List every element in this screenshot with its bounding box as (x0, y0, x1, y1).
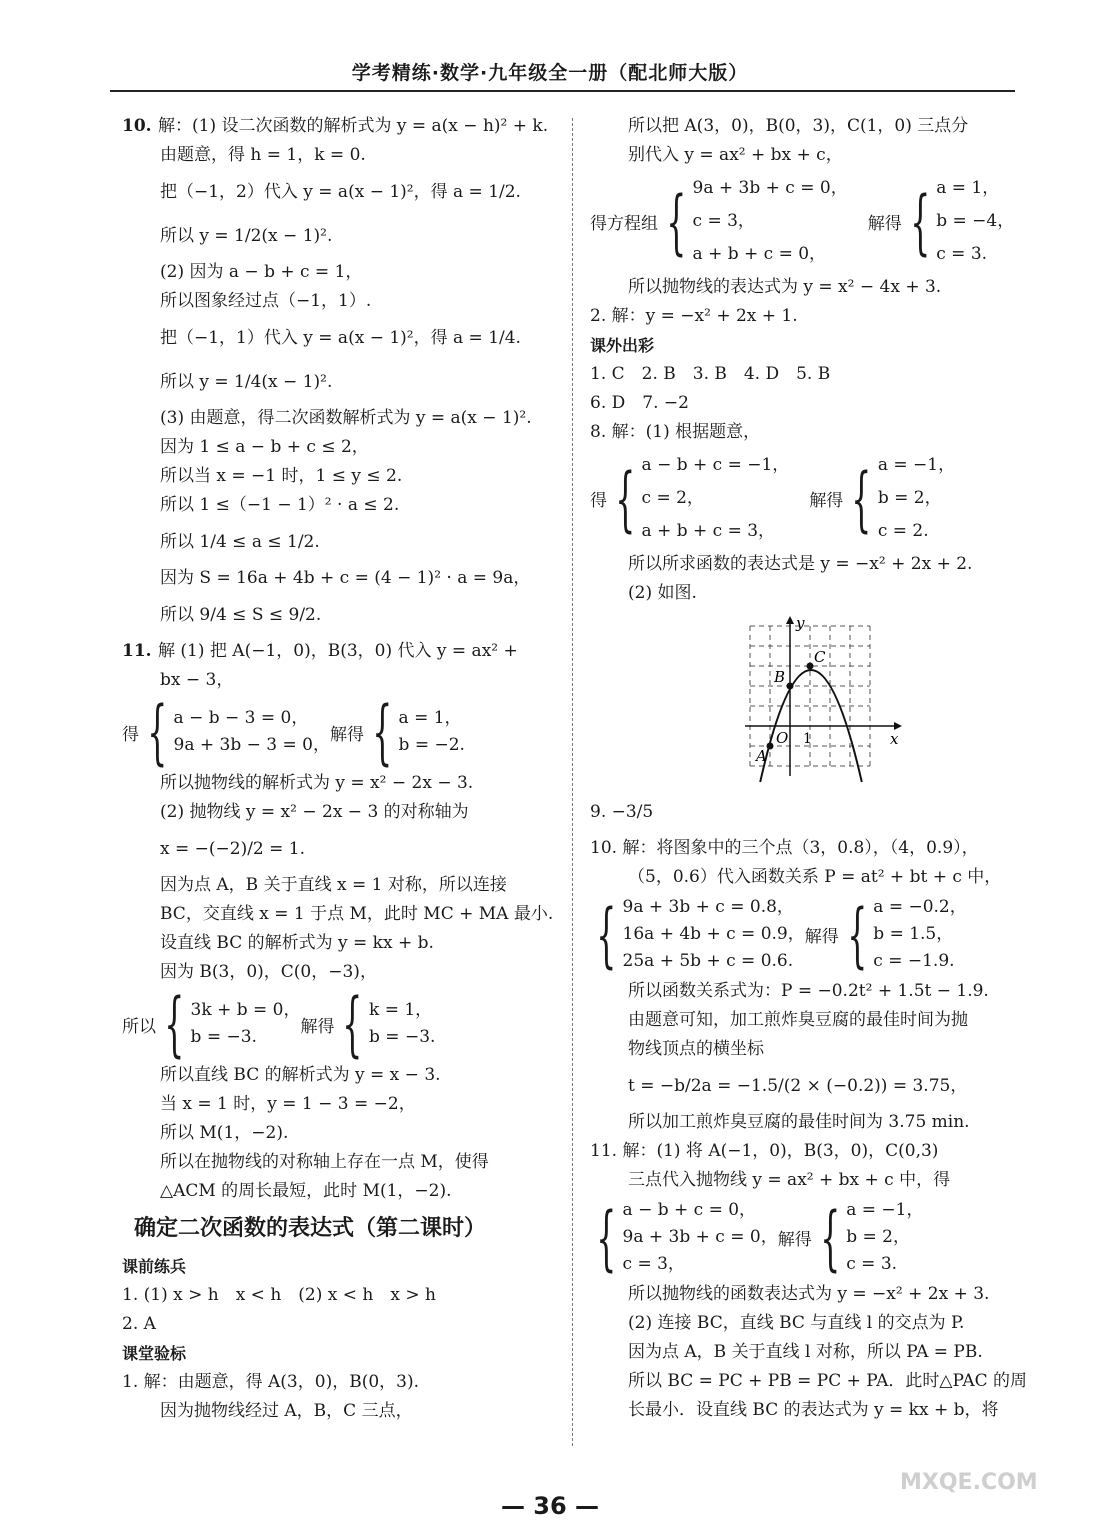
system-label: 解得 (809, 491, 844, 511)
equation-system (122, 691, 552, 773)
point-a-label: A (756, 747, 767, 765)
section-title: 确定二次函数的表达式（第二课时） (134, 1216, 487, 1241)
left-brace: { (666, 180, 687, 263)
answer-line: 因为点 A，B 关于直线 l 对称，所以 PA = PB. (628, 1342, 983, 1362)
point-c (807, 663, 814, 670)
solution: b = 2， (877, 488, 942, 508)
answer-line: t = −b/2a = −1.5/(2 × (−0.2)) = 3.75， (628, 1076, 968, 1096)
left-brace: { (909, 180, 930, 263)
equation: 9a + 3b − 3 = 0， (173, 735, 330, 755)
solution: a = 1， (936, 178, 1000, 198)
point-b-label: B (774, 668, 786, 686)
point-c-label: C (814, 648, 826, 666)
answer-line: BC，交直线 x = 1 于点 M，此时 MC + MA 最小. (160, 904, 554, 924)
equation: 3k + b = 0， (190, 1000, 301, 1020)
answer-line: 设直线 BC 的解析式为 y = kx + b. (160, 933, 434, 953)
answer-line: 9. −3/5 (590, 802, 654, 822)
answer-line: 因为 1 ≤ a − b + c ≤ 2， (160, 437, 369, 457)
equation: a + b + c = 0， (692, 244, 827, 264)
tick-label-one: 1 (803, 731, 812, 747)
answer-line: 所以当 x = −1 时，1 ≤ y ≤ 2. (160, 466, 403, 486)
solution: a = 1， (398, 708, 462, 728)
equation: 9a + 3b + c = 0， (622, 1227, 778, 1247)
answer-number: 11. (122, 641, 152, 661)
answer-line: 所以抛物线的函数表达式为 y = −x² + 2x + 3. (628, 1284, 990, 1304)
header-rule (110, 90, 1015, 92)
answer-line: (2) 如图. (628, 583, 697, 603)
system-label: 所以 (122, 1016, 156, 1037)
system-label: 得 (590, 491, 607, 511)
left-brace: { (596, 893, 617, 976)
answer-line: 所以抛物线的表达式为 y = x² − 4x + 3. (628, 277, 942, 297)
answer-line: 把（−1，2）代入 y = a(x − 1)²，得 a = 1/2. (160, 182, 521, 202)
equation-system (590, 892, 1020, 977)
answer-11 (122, 637, 552, 1206)
y-axis-arrow (786, 616, 794, 624)
answer-line: 由题意，得 h = 1，k = 0. (160, 145, 366, 165)
answer-line: 11. 解：(1) 将 A(−1，0)，B(3，0)，C(0,3) (590, 1141, 939, 1161)
equation-system (590, 447, 1020, 550)
equation-system (590, 1195, 1020, 1280)
answer-line: 所以加工煎炸臭豆腐的最佳时间为 3.75 min. (628, 1112, 970, 1132)
equation: 25a + 5b + c = 0.6. (622, 951, 794, 971)
answer-10 (122, 112, 552, 637)
answer-line: 所以 9/4 ≤ S ≤ 9/2. (160, 605, 322, 625)
point-b (787, 683, 794, 690)
equation-system (122, 983, 552, 1065)
equation: c = 2， (641, 488, 704, 508)
system-label: 解得 (300, 1016, 335, 1037)
answer-line: 由题意可知，加工煎炸臭豆腐的最佳时间为抛 (628, 1010, 968, 1030)
answer-line: 所以图象经过点（−1，1）. (160, 291, 372, 311)
y-axis-label: y (796, 616, 805, 632)
left-brace: { (846, 893, 868, 976)
solution: b = 2， (846, 1227, 910, 1247)
equation: a + b + c = 3， (641, 521, 776, 541)
x-axis-label: x (890, 730, 899, 748)
x-axis-arrow (894, 722, 902, 730)
watermark: MXQE.COM (900, 1470, 1038, 1495)
answer-line: 因为 B(3，0)，C(0，−3)， (160, 962, 377, 982)
answer-line: 所以所求函数的表达式是 y = −x² + 2x + 2. (628, 554, 973, 574)
answer-line: 所以直线 BC 的解析式为 y = x − 3. (160, 1065, 441, 1085)
answer-line: 物线顶点的横坐标 (628, 1039, 764, 1059)
answer-line: (2) 抛物线 y = x² − 2x − 3 的对称轴为 (160, 802, 469, 822)
answer-line: 所以函数关系式为：P = −0.2t² + 1.5t − 1.9. (628, 981, 989, 1001)
equation: 9a + 3b + c = 0.8， (622, 897, 794, 917)
subsection-heading: 课外出彩 (590, 336, 655, 355)
equation: a − b + c = 0， (622, 1200, 757, 1220)
answer-line: x = −(−2)/2 = 1. (160, 839, 306, 859)
equation-system (590, 170, 1020, 273)
solution: c = 3. (936, 244, 988, 264)
answer-line: 10. 解：将图象中的三个点（3，0.8），（4，0.9）， (590, 838, 979, 858)
answer-line: 所以 y = 1/4(x − 1)². (160, 372, 333, 392)
answer-line: 6. D 7. −2 (590, 393, 689, 413)
equation: a − b + c = −1， (641, 455, 790, 475)
answer-line: 因为点 A，B 关于直线 x = 1 对称，所以连接 (160, 875, 507, 895)
answer-line: 所以 BC = PC + PB = PC + PA．此时△PAC 的周 (628, 1371, 1028, 1391)
answer-line: 把（−1，1）代入 y = a(x − 1)²，得 a = 1/4. (160, 328, 521, 348)
answer-line: 1. (1) x > h x < h (2) x < h x > h (122, 1285, 436, 1305)
answer-line: (2) 因为 a − b + c = 1， (160, 262, 363, 282)
answer-line: bx − 3， (160, 670, 234, 690)
answer-line: 所以 M(1，−2). (160, 1123, 289, 1143)
left-brace: { (851, 457, 872, 540)
equation: 9a + 3b + c = 0， (692, 178, 848, 198)
solution: c = −1.9. (873, 951, 955, 971)
solution: c = 3. (846, 1254, 898, 1274)
answer-line: (3) 由题意，得二次函数解析式为 y = a(x − 1)². (160, 408, 532, 428)
left-brace: { (615, 457, 636, 540)
answer-line: 所以 1 ≤（−1 − 1）² · a ≤ 2. (160, 495, 400, 515)
answer-line: (2) 连接 BC，直线 BC 与直线 l 的交点为 P. (628, 1313, 965, 1333)
answer-line: （5，0.6）代入函数关系 P = at² + bt + c 中， (628, 867, 1002, 887)
solution: b = 1.5， (873, 924, 954, 944)
solution: b = −3. (369, 1027, 436, 1047)
left-brace: { (372, 691, 393, 773)
answer-line: 所以 1/4 ≤ a ≤ 1/2. (160, 532, 320, 552)
solution: a = −1， (846, 1200, 924, 1220)
answer-line: 所以抛物线的解析式为 y = x² − 2x − 3. (160, 773, 474, 793)
left-brace: { (596, 1196, 617, 1279)
answer-line: 当 x = 1 时，y = 1 − 3 = −2， (160, 1094, 416, 1114)
equation: c = 3， (692, 211, 755, 231)
equation: 16a + 4b + c = 0.9， (622, 924, 805, 944)
right-column (590, 112, 1028, 1425)
parabola-graph (740, 616, 910, 786)
answer-line: 1. C 2. B 3. B 4. D 5. B (590, 364, 831, 384)
left-brace: { (342, 983, 363, 1065)
subsection-heading: 课前练兵 (122, 1257, 187, 1276)
answer-line: 因为抛物线经过 A，B，C 三点， (160, 1401, 413, 1421)
answer-line: 所以 y = 1/2(x − 1)². (160, 226, 333, 246)
answer-number: 10. (122, 116, 152, 136)
answer-line: 因为 S = 16a + 4b + c = (4 − 1)² · a = 9a， (160, 568, 531, 588)
equation: a − b − 3 = 0， (173, 708, 309, 728)
answer-line: 2. A (122, 1314, 156, 1334)
origin-label: O (776, 729, 789, 747)
page-header: 学考精练·数学·九年级全一册（配北师大版） (351, 62, 749, 84)
left-column (122, 112, 552, 1426)
system-label: 解得 (777, 1230, 812, 1250)
system-label: 解得 (867, 214, 902, 234)
left-brace: { (819, 1196, 840, 1279)
answer-line: 解 (1) 把 A(−1，0)，B(3，0) 代入 y = ax² + (158, 641, 518, 661)
equation: c = 3， (622, 1254, 685, 1274)
answer-line: 所以把 A(3，0)，B(0，3)，C(1，0) 三点分 (628, 116, 969, 136)
solution: c = 2. (877, 521, 929, 541)
answer-line: 解：(1) 设二次函数的解析式为 y = a(x − h)² + k. (158, 116, 549, 136)
solution: a = −0.2， (873, 897, 967, 917)
system-label: 得方程组 (590, 214, 658, 234)
page-number: — 36 — (500, 1492, 600, 1520)
solution: b = −4， (936, 211, 1015, 231)
answer-line: 所以在抛物线的对称轴上存在一点 M，使得 (160, 1152, 489, 1172)
point-a (767, 743, 774, 750)
system-label: 解得 (329, 724, 364, 745)
answer-line: 别代入 y = ax² + bx + c， (628, 145, 843, 165)
subsection-heading: 课堂验标 (122, 1344, 187, 1363)
answer-line: 长最小．设直线 BC 的表达式为 y = kx + b，将 (628, 1400, 999, 1420)
solution: k = 1， (369, 1000, 433, 1020)
solution: b = −2. (398, 735, 465, 755)
answer-line: 8. 解：(1) 根据题意， (590, 422, 761, 442)
answer-line: 2. 解：y = −x² + 2x + 1. (590, 306, 798, 326)
left-brace: { (164, 983, 185, 1065)
answer-line: 三点代入抛物线 y = ax² + bx + c 中，得 (628, 1170, 951, 1190)
answer-line: △ACM 的周长最短，此时 M(1，−2). (160, 1181, 452, 1201)
system-label: 得 (122, 724, 139, 745)
solution: a = −1， (877, 455, 956, 475)
answer-line: 1. 解：由题意，得 A(3，0)，B(0，3). (122, 1372, 419, 1392)
system-label: 解得 (804, 927, 839, 947)
column-divider (572, 118, 573, 1446)
equation: b = −3. (190, 1027, 257, 1047)
left-brace: { (147, 691, 168, 773)
